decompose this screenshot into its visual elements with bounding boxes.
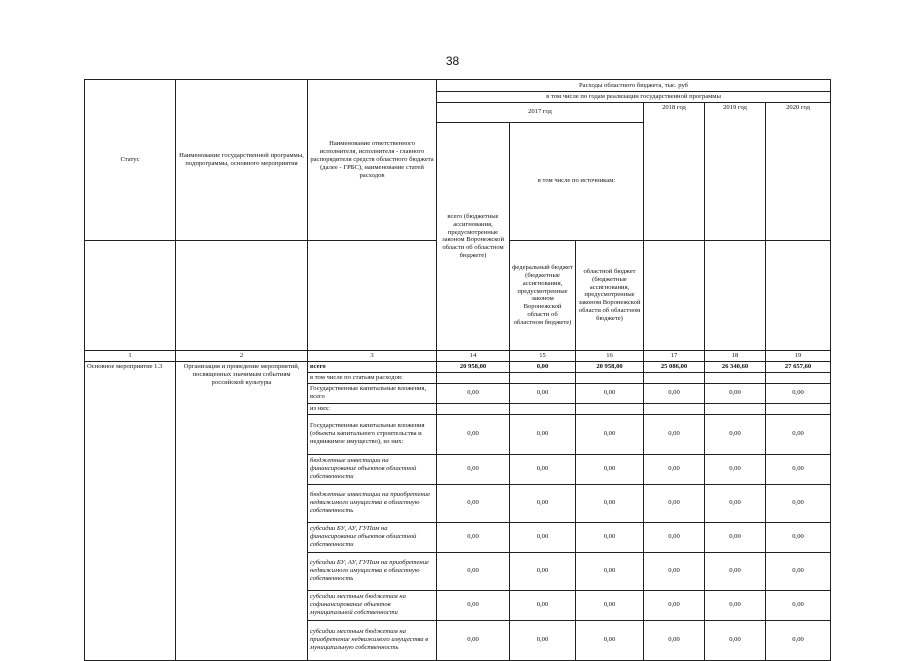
empty-cell	[176, 240, 308, 350]
value-cell: 0,00	[510, 454, 576, 484]
row-label: из них:	[308, 403, 437, 414]
table-row	[85, 361, 831, 372]
value-cell: 0,00	[644, 454, 705, 484]
row-label: субсидии местным бюджетам на софинансирование объектов муниципальной собственности	[308, 590, 437, 620]
index-cell: 14	[437, 350, 510, 361]
value-cell: 0,00	[766, 414, 831, 454]
value-cell: 0,00	[766, 454, 831, 484]
value-cell: 0,00	[766, 590, 831, 620]
value-cell: 0,00	[437, 590, 510, 620]
budget-table	[84, 79, 831, 661]
value-cell: 0,00	[437, 522, 510, 552]
value-cell: 0,00	[510, 383, 576, 403]
value-cell: 27 657,60	[766, 361, 831, 372]
empty-cell	[576, 403, 644, 414]
index-cell: 18	[705, 350, 766, 361]
index-cell: 1	[85, 350, 176, 361]
empty-cell	[766, 240, 831, 350]
value-cell: 0,00	[437, 414, 510, 454]
value-cell: 0,00	[437, 552, 510, 590]
page-number: 38	[445, 54, 460, 68]
value-cell: 20 958,00	[576, 361, 644, 372]
value-cell: 0,00	[644, 552, 705, 590]
empty-cell	[576, 372, 644, 383]
row-label: в том числе по статьям расходов:	[308, 372, 437, 383]
value-cell: 0,00	[576, 590, 644, 620]
value-cell: 0,00	[576, 414, 644, 454]
value-cell: 0,00	[766, 522, 831, 552]
value-cell: 0,00	[644, 484, 705, 522]
value-cell: 0,00	[437, 454, 510, 484]
value-cell: 0,00	[644, 590, 705, 620]
value-cell: 0,00	[576, 454, 644, 484]
index-cell: 16	[576, 350, 644, 361]
value-cell: 0,00	[766, 383, 831, 403]
measure-name: Организация и проведение мероприятий, посвященных значимым событиям российской культуры	[176, 361, 308, 660]
row-label: бюджетные инвестиции на финансирование объектов областной собственности	[308, 454, 437, 484]
index-row	[85, 350, 831, 361]
value-cell: 0,00	[644, 620, 705, 660]
value-cell: 0,00	[437, 620, 510, 660]
value-cell: 0,00	[437, 383, 510, 403]
value-cell: 0,00	[705, 414, 766, 454]
value-cell: 25 086,00	[644, 361, 705, 372]
value-cell: 0,00	[576, 383, 644, 403]
header-total-col: всего (бюджетные ассигнования, предусмотренные законом Воронежской области об областном бюджете)	[437, 122, 510, 350]
empty-cell	[644, 372, 705, 383]
value-cell: 0,00	[705, 454, 766, 484]
value-cell: 0,00	[705, 590, 766, 620]
index-cell: 19	[766, 350, 831, 361]
value-cell: 0,00	[510, 414, 576, 454]
header-year-2018: 2018 год	[644, 102, 705, 240]
empty-cell	[437, 372, 510, 383]
header-federal-col: федеральный бюджет (бюджетные ассигнования, предусмотренные законом Воронежской области об областном бюджете)	[510, 240, 576, 350]
header-by-sources: в том числе по источникам:	[510, 122, 644, 240]
value-cell: 0,00	[510, 484, 576, 522]
value-cell: 0,00	[576, 552, 644, 590]
value-cell: 0,00	[644, 383, 705, 403]
empty-cell	[705, 240, 766, 350]
value-cell: 0,00	[766, 484, 831, 522]
value-cell: 0,00	[576, 484, 644, 522]
index-cell: 17	[644, 350, 705, 361]
index-cell: 3	[308, 350, 437, 361]
header-year-2020: 2020 год	[766, 102, 831, 240]
header-expenses: Расходы областного бюджета, тыс. руб	[437, 80, 831, 92]
value-cell: 0,00	[576, 620, 644, 660]
empty-cell	[766, 372, 831, 383]
row-label: субсидии БУ, АУ, ГУПам на финансирование объектов областной собственности	[308, 522, 437, 552]
row-label: Государственные капитальные вложения (объекты капитального строительства и недвижимое имущество), из них:	[308, 414, 437, 454]
value-cell: 0,00	[510, 552, 576, 590]
header-program-name: Наименование государственной программы, подпрограммы, основного мероприятия	[176, 80, 308, 241]
empty-cell	[644, 403, 705, 414]
value-cell: 26 340,60	[705, 361, 766, 372]
empty-cell	[510, 403, 576, 414]
row-label: всего	[308, 361, 437, 372]
value-cell: 0,00	[766, 620, 831, 660]
empty-cell	[437, 403, 510, 414]
row-label: субсидии БУ, АУ, ГУПам на приобретение недвижимого имущества в областную собственность	[308, 552, 437, 590]
value-cell: 0,00	[510, 590, 576, 620]
empty-cell	[644, 240, 705, 350]
value-cell: 0,00	[705, 484, 766, 522]
row-label: субсидии местным бюджетам на приобретение недвижимого имущества в муниципальную собственность	[308, 620, 437, 660]
value-cell: 0,00	[437, 484, 510, 522]
header-year-2017: 2017 год	[437, 102, 644, 122]
value-cell: 0,00	[576, 522, 644, 552]
empty-cell	[510, 372, 576, 383]
value-cell: 0,00	[644, 522, 705, 552]
value-cell: 0,00	[705, 620, 766, 660]
value-cell: 0,00	[644, 414, 705, 454]
empty-cell	[705, 403, 766, 414]
header-executor-name: Наименование ответственного исполнителя, исполнителя - главного распорядителя средств областного бюджета (далее - ГРБС), наименование статей расходов	[308, 80, 437, 241]
row-label: Государственные капитальные вложения, всего	[308, 383, 437, 403]
empty-cell	[705, 372, 766, 383]
value-cell: 0,00	[705, 383, 766, 403]
empty-cell	[85, 240, 176, 350]
empty-cell	[308, 240, 437, 350]
measure-status: Основное мероприятие 1.3	[85, 361, 176, 660]
value-cell: 0,00	[705, 552, 766, 590]
header-by-years: в том числе по годам реализации государственной программы	[437, 92, 831, 103]
index-cell: 15	[510, 350, 576, 361]
value-cell: 0,00	[705, 522, 766, 552]
empty-cell	[766, 403, 831, 414]
value-cell: 0,00	[510, 361, 576, 372]
header-status: Статус	[85, 80, 176, 241]
value-cell: 0,00	[766, 552, 831, 590]
header-year-2019: 2019 год	[705, 102, 766, 240]
value-cell: 0,00	[510, 620, 576, 660]
row-label: бюджетные инвестиции на приобретение недвижимого имущества в областную собственность	[308, 484, 437, 522]
value-cell: 20 958,00	[437, 361, 510, 372]
value-cell: 0,00	[510, 522, 576, 552]
header-regional-col: областной бюджет (бюджетные ассигнования, предусмотренные законом Воронежской области об областном бюджете)	[576, 240, 644, 350]
index-cell: 2	[176, 350, 308, 361]
